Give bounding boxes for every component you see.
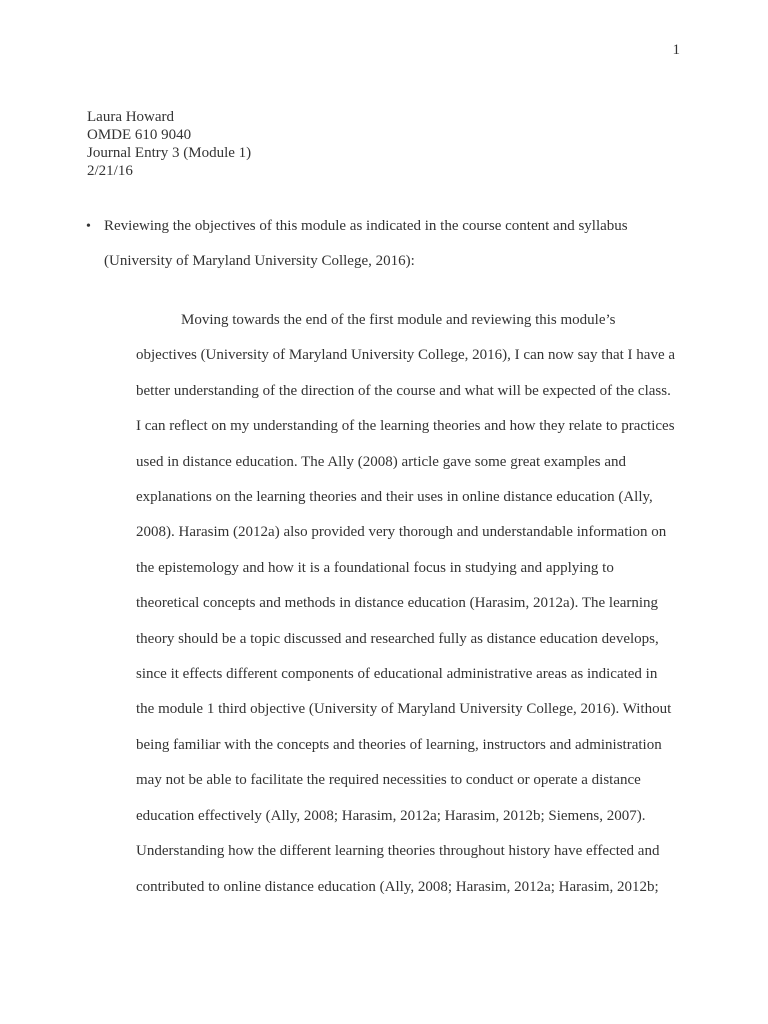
bullet-marker: • xyxy=(86,219,91,234)
text-line: 2008). Harasim (2012a) also provided very thorough and understandable information on xyxy=(136,524,667,541)
text-line: used in distance education. The Ally (2008) article gave some great examples and xyxy=(136,453,626,470)
text-line: Moving towards the end of the first module and reviewing this module’s xyxy=(181,312,616,328)
text-line: Journal Entry 3 (Module 1) xyxy=(87,145,252,161)
text-line: contributed to online distance education (Ally, 2008; Harasim, 2012a; Harasim, 2012b; xyxy=(136,878,659,895)
text-line: education effectively (Ally, 2008; Harasim, 2012a; Harasim, 2012b; Siemens, 2007). xyxy=(136,807,646,824)
journal-body-paragraph xyxy=(136,303,675,905)
text-line: theoretical concepts and methods in distance education (Harasim, 2012a). The learning xyxy=(136,595,659,612)
page-number: 1 xyxy=(672,42,680,58)
bullet-list-item xyxy=(104,209,628,280)
text-line: objectives (University of Maryland University College, 2016), I can now say that I have a xyxy=(136,347,676,364)
document-header xyxy=(87,108,251,180)
text-line: may not be able to facilitate the required necessities to conduct or operate a distance xyxy=(136,772,641,789)
text-line: Understanding how the different learning theories throughout history have effected and xyxy=(136,843,660,860)
text-line: explanations on the learning theories and their uses in online distance education (Ally, xyxy=(136,489,653,506)
text-line: since it effects different components of educational administrative areas as indicated in xyxy=(136,666,658,683)
text-line: I can reflect on my understanding of the learning theories and how they relate to practices xyxy=(136,418,675,435)
text-line: (University of Maryland University College, 2016): xyxy=(104,253,415,270)
text-line: being familiar with the concepts and theories of learning, instructors and administration xyxy=(136,736,662,753)
text-line: the module 1 third objective (University of Maryland University College, 2016). Without xyxy=(136,701,672,718)
text-line: OMDE 610 9040 xyxy=(87,127,192,143)
text-line: theory should be a topic discussed and researched fully as distance education develops, xyxy=(136,630,659,647)
text-line: 2/21/16 xyxy=(87,163,133,179)
text-line: better understanding of the direction of the course and what will be expected of the class. xyxy=(136,382,671,399)
text-line: the epistemology and how it is a foundational focus in studying and applying to xyxy=(136,559,614,576)
text-line: Reviewing the objectives of this module as indicated in the course content and syllabus xyxy=(104,218,628,234)
text-line: Laura Howard xyxy=(87,109,175,125)
